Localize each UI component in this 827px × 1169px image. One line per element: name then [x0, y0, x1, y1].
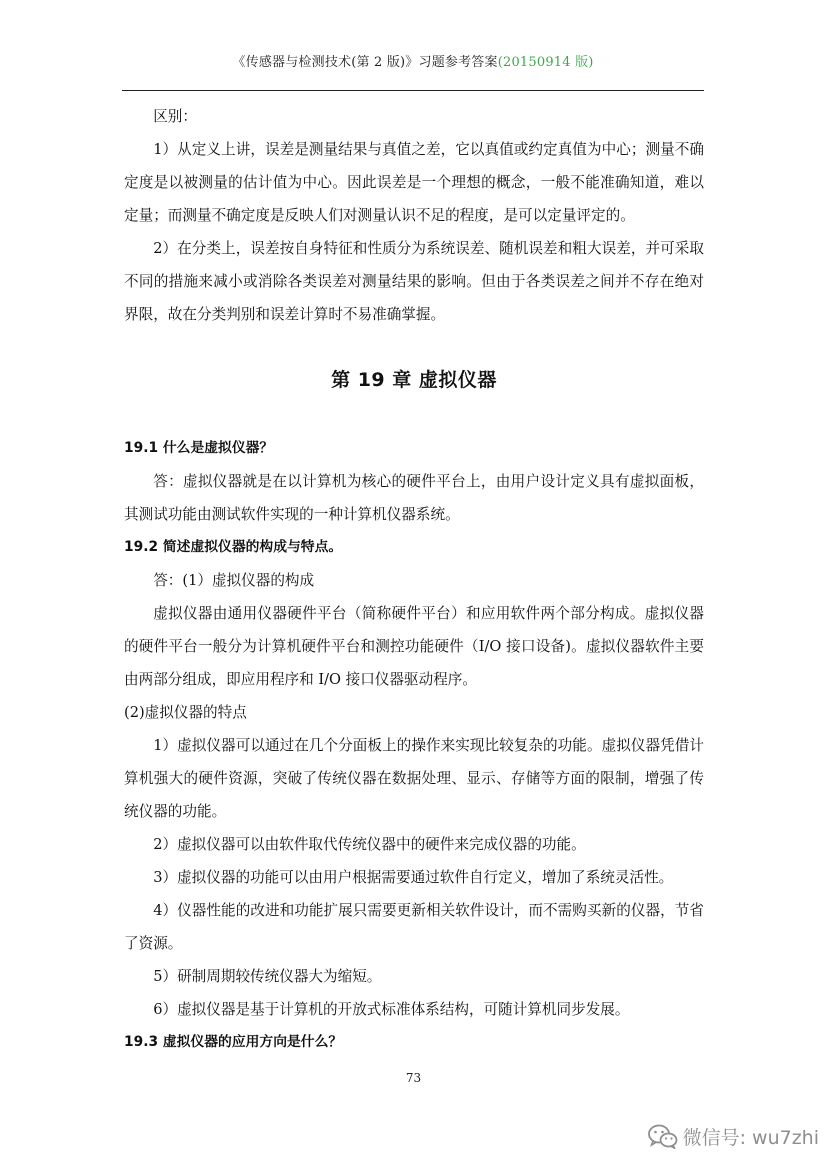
page-number: 73	[405, 1071, 422, 1085]
page-body	[124, 100, 704, 1059]
running-header	[122, 51, 704, 70]
question-heading: 19.2 简述虚拟仪器的构成与特点。	[124, 539, 343, 555]
paragraph: 1）从定义上讲，误差是测量结果与真值之差，它以真值或约定真值为中心；测量不确定度是以被测量的估计值为中心。因此误差是一个理想的概念，一般不能准确知道，难以定量；而测量不确定度是反映人们对测量认识不足的程度，是可以定量评定的。	[124, 141, 704, 224]
header-version: (20150914 版)	[497, 55, 594, 70]
watermark-text: 微信号: wu7zhi	[682, 1127, 819, 1149]
question-heading: 19.1 什么是虚拟仪器？	[124, 440, 274, 456]
paragraph: 答：(1）虚拟仪器的构成	[153, 572, 315, 589]
chapter-title: 第 19 章 虚拟仪器	[331, 369, 497, 391]
paragraph: 区别：	[153, 108, 197, 125]
wechat-icon	[648, 1124, 678, 1150]
paragraph: 虚拟仪器由通用仪器硬件平台（简称硬件平台）和应用软件两个部分构成。虚拟仪器的硬件平台一般分为计算机硬件平台和测控功能硬件（I/O 接口设备)。虚拟仪器软件主要由两部分组成，即应用程序和 I/O 接口仪器驱动程序。	[124, 605, 704, 688]
question-heading: 19.3 虚拟仪器的应用方向是什么？	[124, 1034, 343, 1050]
paragraph: 4）仪器性能的改进和功能扩展只需要更新相关软件设计，而不需购买新的仪器，节省了资源。	[124, 902, 704, 952]
wechat-watermark	[648, 1123, 819, 1150]
paragraph: 1）虚拟仪器可以通过在几个分面板上的操作来实现比较复杂的功能。虚拟仪器凭借计算机强大的硬件资源，突破了传统仪器在数据处理、显示、存储等方面的限制，增强了传统仪器的功能。	[124, 737, 704, 820]
paragraph: 3）虚拟仪器的功能可以由用户根据需要通过软件自行定义，增加了系统灵活性。	[153, 869, 674, 886]
paragraph: 2）虚拟仪器可以由软件取代传统仪器中的硬件来完成仪器的功能。	[153, 836, 586, 853]
header-divider	[122, 90, 704, 91]
paragraph: 5）研制周期较传统仪器大为缩短。	[153, 968, 382, 985]
paragraph: 2）在分类上，误差按自身特征和性质分为系统误差、随机误差和粗大误差，并可采取不同的措施来减小或消除各类误差对测量结果的影响。但由于各类误差之间并不存在绝对界限，故在分类判别和误差计算时不易准确掌握。	[124, 240, 704, 323]
paragraph: 6）虚拟仪器是基于计算机的开放式标准体系结构，可随计算机同步发展。	[153, 1001, 630, 1018]
paragraph: (2)虚拟仪器的特点	[124, 704, 247, 721]
paragraph: 答：虚拟仪器就是在以计算机为核心的硬件平台上，由用户设计定义具有虚拟面板，其测试功能由测试软件实现的一种计算机仪器系统。	[124, 473, 704, 523]
header-title: 《传感器与检测技术(第 2 版)》习题参考答案	[232, 55, 498, 70]
